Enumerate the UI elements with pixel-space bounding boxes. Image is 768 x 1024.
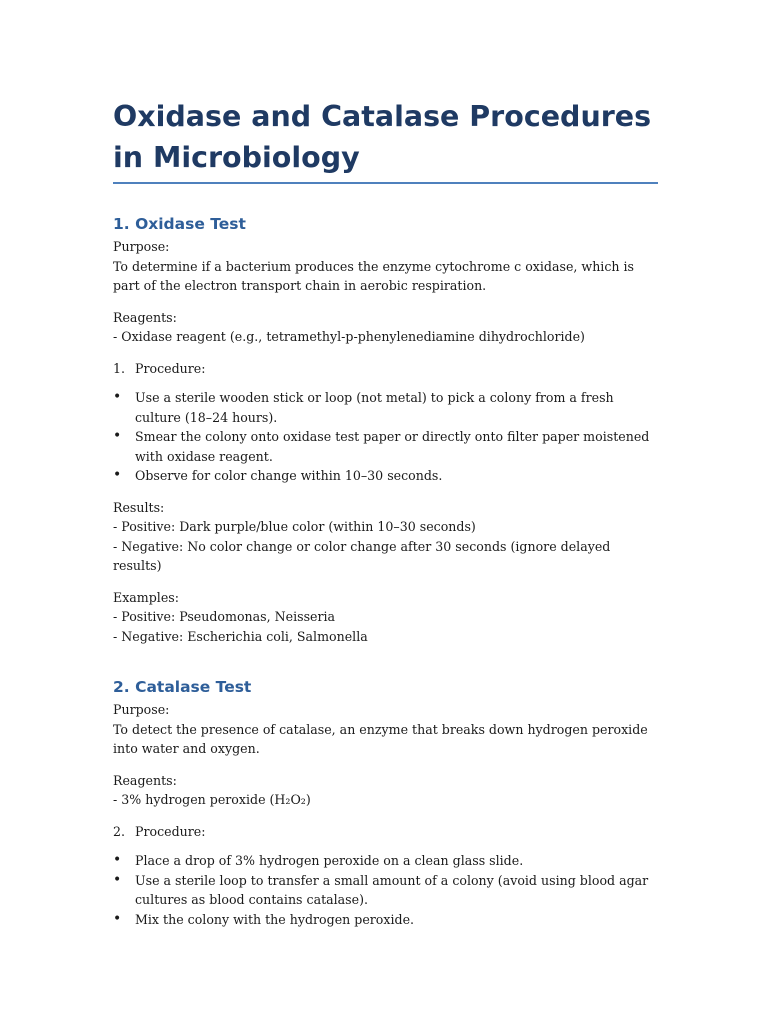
step-text: Use a sterile loop to transfer a small amount of a colony (avoid using blood agar cultures as blood contains catalase). [135, 872, 649, 907]
list-item [113, 871, 658, 910]
procedure-label: Procedure: [135, 360, 206, 376]
result-item: - Negative: No color change or color change after 30 seconds (ignore delayed results) [113, 538, 611, 573]
purpose-text: To determine if a bacterium produces the enzyme cytochrome c oxidase, which is part of the electron transport chain in aerobic respiration. [113, 258, 634, 293]
procedure-steps [113, 851, 658, 929]
section-heading: 2. Catalase Test [113, 678, 252, 696]
step-text: Observe for color change within 10–30 seconds. [135, 468, 443, 483]
section-heading: 1. Oxidase Test [113, 215, 246, 233]
list-item [113, 851, 658, 871]
reagent-item: - 3% hydrogen peroxide (H₂O₂) [113, 792, 311, 807]
purpose-label: Purpose: [113, 239, 170, 254]
document-title: Oxidase and Catalase Procedures in Microbiology [113, 96, 658, 184]
procedure-number: 1. [113, 360, 126, 376]
section-oxidase-test [113, 214, 658, 646]
list-item [113, 388, 658, 427]
bullet-icon: • [113, 428, 122, 444]
bullet-icon: • [113, 467, 122, 483]
list-item [113, 427, 658, 466]
examples-label: Examples: [113, 589, 179, 605]
procedure-steps [113, 388, 658, 486]
example-item: - Positive: Pseudomonas, Neisseria [113, 609, 336, 624]
procedure-label: Procedure: [135, 823, 206, 839]
step-text: Use a sterile wooden stick or loop (not metal) to pick a colony from a fresh culture (18–24 hours). [135, 390, 614, 425]
procedure-heading [113, 822, 658, 842]
purpose-text: To detect the presence of catalase, an enzyme that breaks down hydrogen peroxide into water and oxygen. [113, 721, 648, 756]
bullet-icon: • [113, 852, 122, 868]
purpose-label: Purpose: [113, 702, 170, 717]
results-label: Results: [113, 499, 165, 515]
result-item: - Positive: Dark purple/blue color (within 10–30 seconds) [113, 519, 476, 534]
reagents-label: Reagents: [113, 772, 177, 788]
bullet-icon: • [113, 389, 122, 405]
list-item [113, 910, 658, 930]
step-text: Smear the colony onto oxidase test paper or directly onto filter paper moistened with oxidase reagent. [135, 429, 650, 464]
document-content [113, 96, 658, 929]
section-catalase-test [113, 677, 658, 929]
reagent-item: - Oxidase reagent (e.g., tetramethyl-p-phenylenediamine dihydrochloride) [113, 329, 585, 344]
example-item: - Negative: Escherichia coli, Salmonella [113, 628, 368, 644]
bullet-icon: • [113, 871, 122, 888]
procedure-number: 2. [113, 823, 126, 839]
reagents-label: Reagents: [113, 309, 177, 325]
bullet-icon: • [113, 910, 122, 927]
procedure-heading [113, 359, 658, 379]
list-item [113, 466, 658, 486]
step-text: Mix the colony with the hydrogen peroxide. [135, 911, 415, 927]
step-text: Place a drop of 3% hydrogen peroxide on a clean glass slide. [135, 853, 524, 868]
